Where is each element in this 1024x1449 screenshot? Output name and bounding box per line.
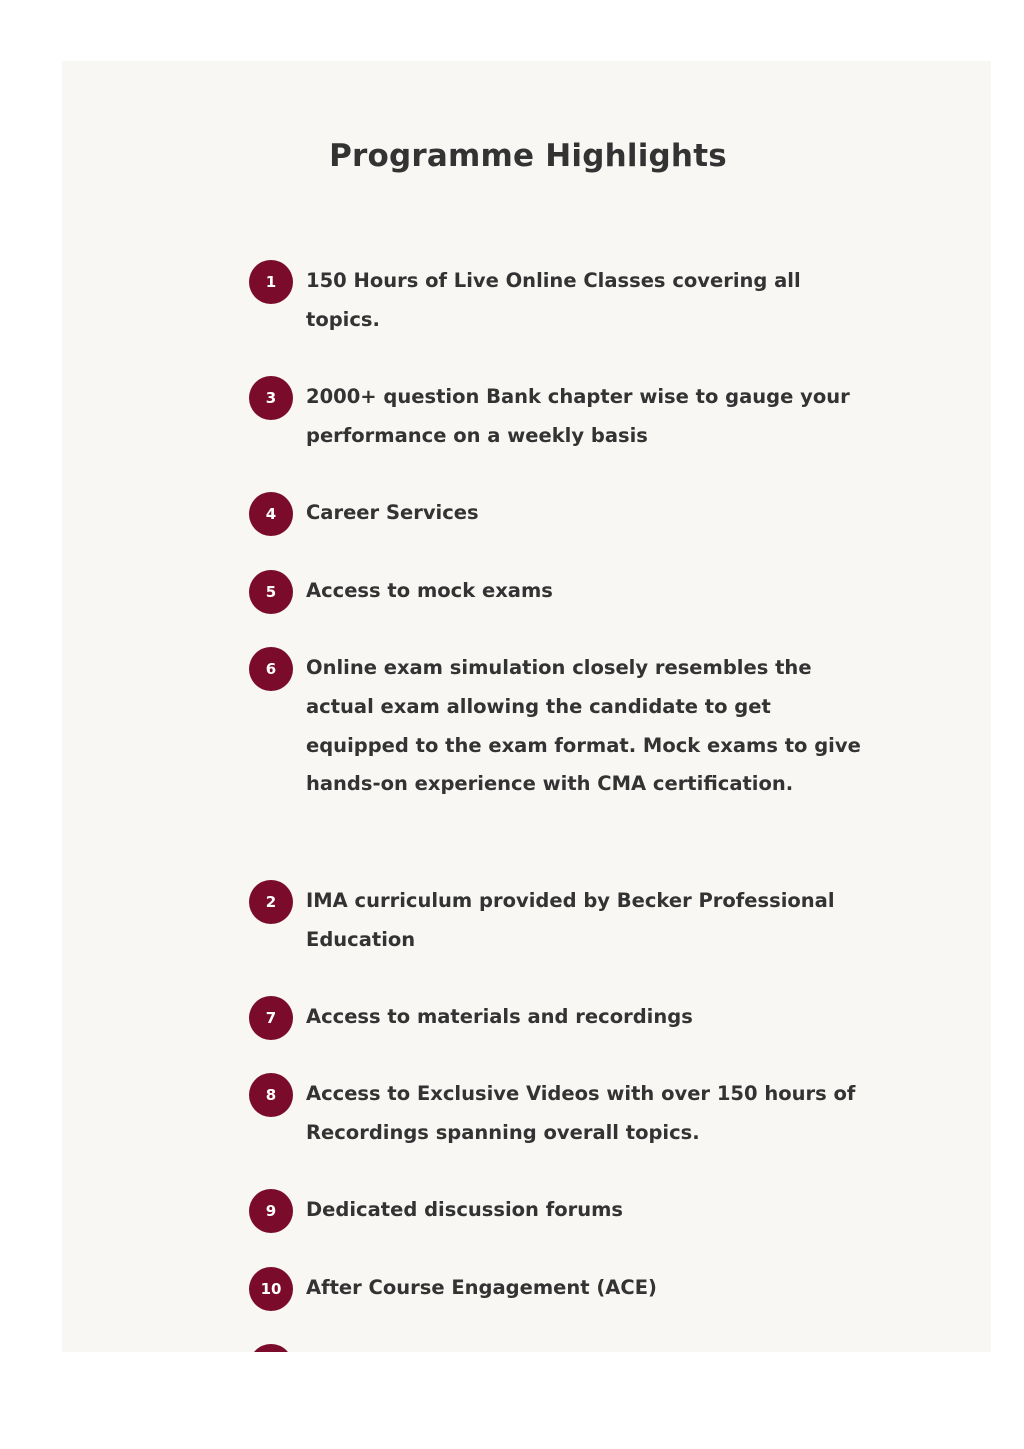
number-badge: 9	[249, 1189, 293, 1233]
highlight-text: Online exam simulation closely resembles the actual exam allowing the candidate to get equipped to the exam format. Mock exams to give hands-on experience with CMA certification.	[306, 656, 861, 796]
highlight-text: Access to Exclusive Videos with over 150 hours of Recordings spanning overall topics.	[306, 1082, 856, 1144]
number-badge: 5	[249, 570, 293, 614]
page-bottom-margin	[62, 1352, 991, 1449]
highlight-text: Career Services	[306, 501, 479, 524]
highlight-text: Access to mock exams	[306, 579, 553, 602]
section-title: Programme Highlights	[329, 138, 727, 174]
highlight-text: 150 Hours of Live Online Classes covering all topics.	[306, 269, 801, 331]
number-badge: 7	[249, 996, 293, 1040]
highlight-text: Dedicated discussion forums	[306, 1198, 624, 1221]
number-badge: 3	[249, 376, 293, 420]
number-badge: 8	[249, 1073, 293, 1117]
highlight-text: 2000+ question Bank chapter wise to gauge your performance on a weekly basis	[306, 385, 850, 447]
number-badge: 1	[249, 260, 293, 304]
number-badge: 6	[249, 647, 293, 691]
number-badge: 10	[249, 1267, 293, 1311]
highlight-text: IMA curriculum provided by Becker Professional Education	[306, 889, 835, 951]
highlight-text: After Course Engagement (ACE)	[306, 1276, 657, 1299]
number-badge: 2	[249, 880, 293, 924]
number-badge: 4	[249, 492, 293, 536]
highlight-text: Access to materials and recordings	[306, 1005, 693, 1028]
